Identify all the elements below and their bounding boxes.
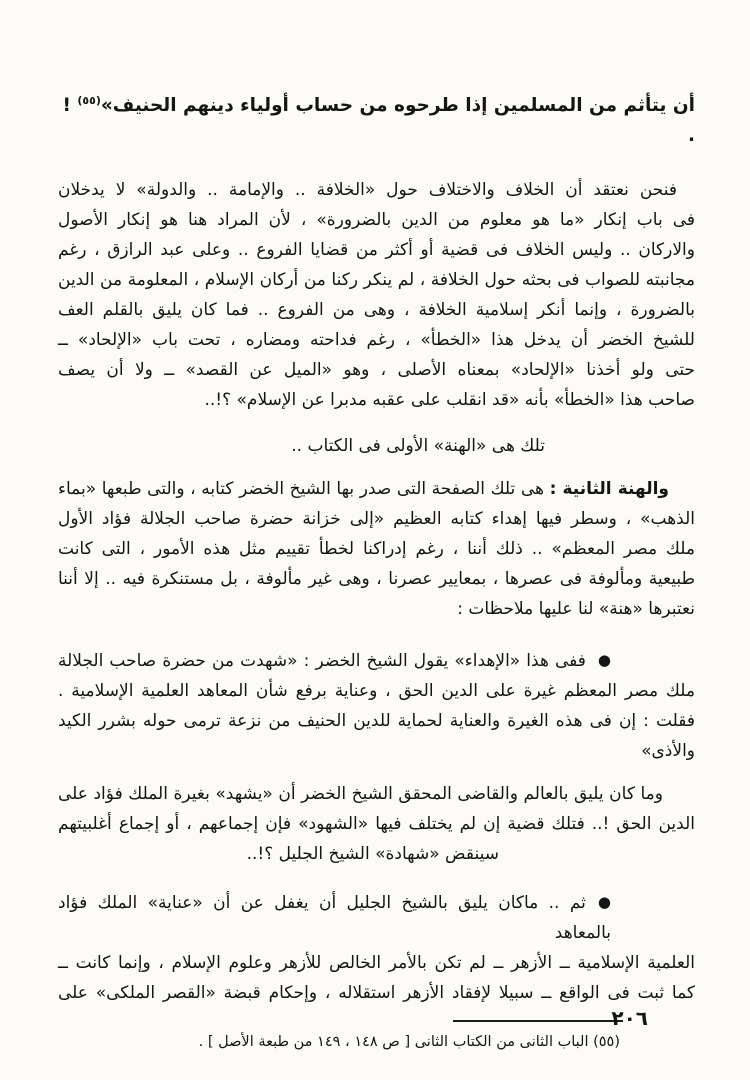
footnote-separator-rule	[453, 1020, 623, 1022]
paragraph-lead-bold: والهنة الثانية :	[549, 479, 669, 500]
text-line	[58, 474, 695, 504]
bullet-icon: ●	[597, 893, 611, 912]
text-line: ملك مصر المعظم غيرة على الدين الحق ، وعناية برفع شأن المعاهد العلمية الإسلامية .	[58, 681, 695, 702]
text-line: حتى ولو أخذنا «الإلحاد» بمعناه الأصلى ، وهو «الميل عن القصد» ــ ولا أن يصف	[58, 360, 695, 381]
paragraph-2	[58, 431, 695, 461]
text-line: الذهب» ، وسطر فيها إهداء كتابه العظيم «إلى خزانة حضرة صاحب الجلالة فؤاد الأول	[58, 509, 695, 530]
paragraph-4	[58, 779, 695, 869]
text-line: والاركان .. وليس الخلاف فى قضية أو أكثر من قضايا الفروع .. وعلى عبد الرازق ، رغم	[58, 240, 695, 261]
text-line: فنحن نعتقد أن الخلاف والاختلاف حول «الخلافة .. والإمامة .. والدولة» لا يدخلان	[58, 180, 677, 201]
bullet-line-text: ثم .. ماكان يليق بالشيخ الجليل أن يغفل عن أن «عناية» الملك فؤاد بالمعاهد	[58, 893, 611, 944]
text-line: فقلت : إن فى هذه الغيرة والعناية لحماية للدين الحنيف من نزعة ترمى حوله بشرر الكيد	[58, 711, 695, 732]
text-line: فى باب إنكار «ما هو معلوم من الدين بالضرورة» ، لأن المراد هنا هو إنكار الأصول	[58, 210, 695, 231]
text-line: كما ثبت فى الواقع ــ سبيلا لإفقاد الأزهر استقلاله ، وإحكام قبضة «القصر الملكى» على	[58, 983, 695, 1004]
text-line: للشيخ الخضر أن يدخل هذا «الخطأ» ، رغم فداحته ومضاره ، تحت باب «الإلحاد» ــ	[58, 330, 695, 351]
footnote-reference: (٥٥)	[77, 94, 101, 107]
text-line: العلمية الإسلامية ــ الأزهر ــ لم تكن بالأمر الخالص للأزهر وعلوم الإسلام ، وإنما كانت ــ	[58, 953, 695, 974]
text-line: ملك مصر المعظم» .. ذلك أننا ، رغم إدراكنا لخطأ تقييم مثل هذه الأمور ، التى كانت	[58, 539, 695, 560]
footnote-text: (٥٥) الباب الثانى من الكتاب الثانى [ ص ١٤٨ ، ١٤٩ من طبعة الأصل ] .	[198, 1034, 620, 1051]
quote-heading	[58, 86, 695, 151]
text-line	[58, 888, 695, 948]
text-line: طبيعية ومألوفة فى عصرها ، بمعايير عصرنا ، وهى غير مألوفة ، بل مستنكرة فيه .. إلا أننا	[58, 569, 695, 590]
bullet-icon: ●	[597, 651, 611, 670]
text-line: سينقض «شهادة» الشيخ الجليل ؟!..	[246, 844, 499, 865]
quote-heading-tail: ! .	[62, 95, 695, 147]
page-number: ٢٠٦	[611, 1006, 648, 1030]
text-line: نعتبرها «هنة» لنا عليها ملاحظات :	[457, 599, 695, 620]
paragraph-lead-rest: هى تلك الصفحة التى صدر بها الشيخ الخضر كتابه ، والتى طبعها «بماء	[58, 479, 550, 500]
text-block	[58, 86, 695, 1054]
text-line: والأذى»	[641, 741, 695, 762]
bullet-paragraph-2	[58, 888, 695, 1008]
text-line: مجانبته للصواب فى بحثه حول الخلافة ، لم ينكر ركنا من أركان الإسلام ، المعلومة من الدين	[58, 270, 695, 291]
paragraph-1	[58, 175, 695, 415]
paragraph-3	[58, 474, 695, 624]
text-line	[58, 646, 695, 676]
text-line: تلك هى «الهنة» الأولى فى الكتاب ..	[291, 436, 545, 457]
quote-heading-text: أن يتأثم من المسلمين إذا طرحوه من حساب أولياء دينهم الحنيف»	[100, 95, 695, 117]
text-line: بالضرورة ، وإنما أنكر إسلامية الخلافة ، وهى من الفروع .. فما كان يليق بالقلم العف	[58, 300, 695, 321]
text-line: وما كان يليق بالعالم والقاضى المحقق الشيخ الخضر أن «يشهد» بغيرة الملك فؤاد على	[58, 784, 663, 805]
text-line: صاحب هذا «الخطأ» بأنه «قد انقلب على عقبه مدبرا عن الإسلام» ؟!..	[204, 390, 695, 411]
bullet-paragraph-1	[58, 646, 695, 766]
bullet-line-text: ففى هذا «الإهداء» يقول الشيخ الخضر : «شهدت من حضرة صاحب الجلالة	[58, 651, 586, 672]
text-line: الدين الحق !.. فتلك قضية إن لم يختلف فيها «الشهود» فإن إجماعهم ، أو إجماع أغلبيتهم	[58, 814, 695, 835]
